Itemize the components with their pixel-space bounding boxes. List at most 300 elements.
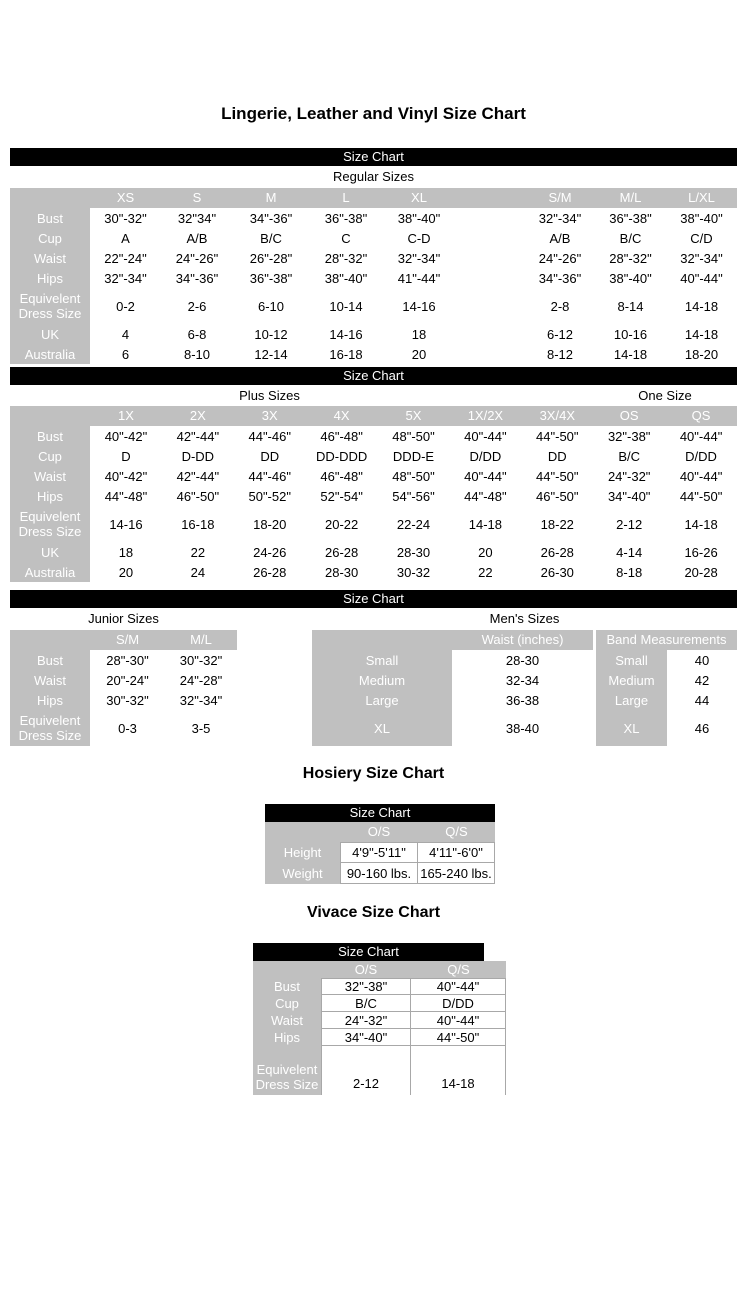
column-header: L bbox=[342, 190, 350, 205]
row-cells bbox=[90, 268, 737, 288]
column-header: Q/S bbox=[447, 962, 470, 977]
size-cell bbox=[455, 288, 525, 324]
size-cell: 20-28 bbox=[684, 564, 718, 580]
size-cell: 14-18 bbox=[613, 346, 648, 362]
row-label: Medium bbox=[596, 670, 667, 690]
row-label: Bust bbox=[10, 426, 90, 446]
column-header: S/M bbox=[548, 190, 572, 205]
hosiery-title: Hosiery Size Chart bbox=[302, 765, 445, 782]
row-label: Waist bbox=[10, 670, 90, 690]
regular-sizes-table bbox=[10, 188, 737, 364]
column-header: O/S bbox=[354, 962, 378, 977]
size-cell: 6 bbox=[121, 346, 130, 362]
regular-sizes-label: Regular Sizes bbox=[333, 169, 414, 184]
size-cell: 34"-36" bbox=[249, 210, 293, 226]
size-cell: 8-10 bbox=[183, 346, 211, 362]
one-size-label: One Size bbox=[638, 388, 692, 403]
row-label: Bust bbox=[10, 650, 90, 670]
size-cell: 3-5 bbox=[191, 720, 211, 736]
column-header: QS bbox=[691, 408, 711, 423]
size-chart-bar bbox=[253, 943, 484, 961]
row-cells bbox=[90, 690, 237, 710]
size-cell: 38"-40" bbox=[397, 210, 441, 226]
size-cell: 40"-42" bbox=[104, 428, 148, 444]
size-cell: B/C bbox=[260, 230, 282, 246]
table-row bbox=[10, 446, 737, 466]
size-cell: 14-18 bbox=[468, 516, 503, 532]
page-title: Lingerie, Leather and Vinyl Size Chart bbox=[221, 104, 526, 123]
size-cell bbox=[455, 208, 525, 228]
junior-mens-tables bbox=[10, 630, 737, 746]
size-cell: 14-16 bbox=[329, 326, 363, 342]
table-row bbox=[10, 324, 737, 344]
size-cell: 6-10 bbox=[257, 298, 285, 314]
bar-label: Size Chart bbox=[343, 368, 404, 383]
header-cells bbox=[90, 406, 737, 426]
size-cell: 10-16 bbox=[613, 326, 648, 342]
size-cell: 44"-48" bbox=[464, 488, 507, 504]
plus-sizes-table bbox=[10, 406, 737, 582]
row-label: Height bbox=[265, 842, 340, 863]
size-cell: 10-14 bbox=[329, 298, 363, 314]
row-cells bbox=[90, 710, 237, 746]
row-label: Cup bbox=[253, 995, 321, 1012]
row-label: Equivelent Dress Size bbox=[253, 1046, 321, 1095]
table-row bbox=[10, 670, 237, 690]
table-row bbox=[596, 690, 737, 710]
size-cell: 20 bbox=[478, 544, 493, 560]
size-cell: 42 bbox=[694, 672, 710, 688]
bar-label: Size Chart bbox=[349, 805, 411, 820]
row-label: Bust bbox=[253, 978, 321, 995]
size-cell: B/C bbox=[619, 230, 642, 246]
size-cell: 16-18 bbox=[181, 516, 215, 532]
size-cell: 0-2 bbox=[116, 298, 135, 314]
size-cell: 40"-42" bbox=[104, 468, 148, 484]
row-label: Waist bbox=[253, 1012, 321, 1029]
header-row bbox=[10, 406, 737, 426]
size-cell: 48"-50" bbox=[392, 428, 435, 444]
size-cell: 26-28 bbox=[324, 544, 359, 560]
size-cell: 44"-50" bbox=[536, 428, 579, 444]
table-row bbox=[10, 650, 237, 670]
size-cell: 10-12 bbox=[254, 326, 288, 342]
row-label: Australia bbox=[10, 344, 90, 364]
size-cell: 32-34 bbox=[505, 672, 540, 688]
row-cells bbox=[90, 650, 237, 670]
size-cell: 34"-36" bbox=[175, 270, 219, 286]
row-label: Small bbox=[596, 650, 667, 670]
size-cell: 44"-50" bbox=[536, 468, 579, 484]
size-cell: 38-40 bbox=[505, 720, 540, 736]
table-row bbox=[10, 690, 237, 710]
size-cell: 28-30 bbox=[396, 544, 431, 560]
spacer bbox=[10, 385, 90, 406]
size-cell: 26-28 bbox=[253, 564, 287, 580]
size-cell bbox=[455, 324, 525, 344]
table-row bbox=[10, 344, 737, 364]
bar-label: Size Chart bbox=[343, 149, 404, 164]
size-cell: 16-26 bbox=[684, 544, 718, 560]
size-cell: 26-30 bbox=[540, 564, 574, 580]
table-row bbox=[10, 506, 737, 542]
band-header: Band Measurements bbox=[596, 630, 737, 650]
header-row bbox=[265, 822, 495, 842]
table-row bbox=[253, 1012, 506, 1029]
table-rows bbox=[253, 978, 506, 1095]
size-cell bbox=[455, 248, 525, 268]
table-rows bbox=[596, 650, 737, 746]
header-spacer bbox=[10, 630, 90, 650]
size-cell: 36"-38" bbox=[609, 210, 652, 226]
column-header: XL bbox=[411, 190, 427, 205]
table-row bbox=[10, 208, 737, 228]
size-cell: D-DD bbox=[181, 448, 215, 464]
header-row bbox=[312, 630, 593, 650]
size-cell: C bbox=[341, 230, 351, 246]
bar-label: Size Chart bbox=[338, 944, 399, 959]
row-cells bbox=[90, 208, 737, 228]
size-cell: 4-14 bbox=[616, 544, 643, 560]
size-cell: 44"-50" bbox=[411, 1029, 506, 1046]
column-header: 5X bbox=[405, 408, 422, 423]
row-label: Hips bbox=[253, 1029, 321, 1046]
row-cells bbox=[90, 426, 737, 446]
size-cell: 44"-46" bbox=[248, 468, 291, 484]
size-cell: 8-18 bbox=[616, 564, 643, 580]
size-cell: 30"-32" bbox=[179, 652, 223, 668]
size-cell: DD-DDD bbox=[315, 448, 368, 464]
row-cells bbox=[90, 228, 737, 248]
size-cell: 40"-44" bbox=[679, 468, 723, 484]
size-cell: 14-18 bbox=[684, 298, 719, 314]
size-cell: 38"-40" bbox=[609, 270, 652, 286]
row-cells bbox=[90, 670, 237, 690]
table-row bbox=[596, 670, 737, 690]
size-cell: 50"-52" bbox=[248, 488, 291, 504]
row-label: Cup bbox=[10, 446, 90, 466]
size-cell: 2-12 bbox=[321, 1046, 411, 1095]
vivace-title: Vivace Size Chart bbox=[306, 904, 441, 921]
table-row bbox=[312, 650, 593, 670]
size-cell: 165-240 lbs. bbox=[418, 863, 495, 884]
table-row bbox=[596, 710, 737, 746]
size-cell: 6-12 bbox=[546, 326, 574, 342]
table-row bbox=[312, 670, 593, 690]
row-label: XL bbox=[312, 710, 452, 746]
size-cell: 4'9"-5'11" bbox=[340, 842, 418, 863]
table-row bbox=[312, 690, 593, 710]
size-cell: 22 bbox=[190, 544, 206, 560]
size-cell: 46"-50" bbox=[536, 488, 579, 504]
size-chart-bar bbox=[10, 148, 737, 166]
size-cell: 28-30 bbox=[324, 564, 359, 580]
row-cells bbox=[321, 1012, 506, 1029]
row-label: Bust bbox=[10, 208, 90, 228]
table-row bbox=[596, 650, 737, 670]
size-cell: D/DD bbox=[685, 448, 717, 464]
table-row bbox=[10, 466, 737, 486]
size-cell: 4'11"-6'0" bbox=[418, 842, 495, 863]
column-header: O/S bbox=[367, 824, 391, 839]
size-cell: DDD-E bbox=[392, 448, 435, 464]
spacer bbox=[449, 385, 593, 406]
column-header: 3X/4X bbox=[539, 408, 575, 423]
size-cell: 6-8 bbox=[187, 326, 207, 342]
table-row bbox=[265, 863, 495, 884]
size-cell: 26"-28" bbox=[249, 250, 293, 266]
column-header: S bbox=[192, 190, 202, 205]
row-cells bbox=[90, 446, 737, 466]
size-cell: 28"-32" bbox=[324, 250, 368, 266]
column-header: 1X bbox=[117, 408, 134, 423]
header-cells bbox=[90, 630, 237, 650]
table-row bbox=[10, 228, 737, 248]
header-row bbox=[10, 188, 737, 208]
size-cell: 18-20 bbox=[253, 516, 287, 532]
size-cell: 42"-44" bbox=[176, 468, 220, 484]
column-header: Q/S bbox=[445, 824, 468, 839]
column-header bbox=[455, 188, 525, 208]
column-header: M/L bbox=[190, 632, 212, 647]
size-cell: 24"-28" bbox=[179, 672, 223, 688]
size-cell: 40"-44" bbox=[411, 978, 506, 995]
row-cells bbox=[90, 344, 737, 364]
size-cell: 14-18 bbox=[684, 326, 719, 342]
header-row bbox=[253, 961, 506, 978]
size-cell: 32"34" bbox=[177, 210, 217, 226]
row-label: Waist bbox=[10, 466, 90, 486]
table-row bbox=[10, 288, 737, 324]
size-cell: 46"-48" bbox=[320, 428, 363, 444]
header-spacer bbox=[265, 822, 340, 842]
size-cell: 18-22 bbox=[540, 516, 574, 532]
size-cell: 18 bbox=[118, 544, 134, 560]
size-cell: DD bbox=[547, 448, 567, 464]
size-cell: 24"-32" bbox=[321, 1012, 411, 1029]
size-cell: C/D bbox=[690, 230, 713, 246]
size-cell: 36"-38" bbox=[324, 210, 368, 226]
column-header: 1X/2X bbox=[467, 408, 504, 423]
size-cell: 46"-50" bbox=[176, 488, 220, 504]
column-header: S/M bbox=[115, 632, 140, 647]
size-cell: A bbox=[121, 230, 130, 246]
size-cell: 24"-32" bbox=[607, 468, 651, 484]
size-cell: 26-28 bbox=[540, 544, 574, 560]
header-row bbox=[10, 630, 237, 650]
size-cell: 24 bbox=[190, 564, 206, 580]
row-label: UK bbox=[10, 542, 90, 562]
size-cell: 32"-34" bbox=[179, 692, 223, 708]
table-row bbox=[253, 1046, 506, 1095]
row-cells bbox=[321, 1046, 506, 1095]
size-cell: 24"-26" bbox=[538, 250, 582, 266]
size-cell: 24"-26" bbox=[175, 250, 219, 266]
size-cell: 30"-32" bbox=[106, 692, 149, 708]
row-cells bbox=[90, 506, 737, 542]
size-chart-bar bbox=[265, 804, 495, 822]
size-cell: 22 bbox=[478, 564, 493, 580]
row-cells bbox=[321, 978, 506, 995]
mens-sizes-label: Men's Sizes bbox=[489, 611, 560, 626]
size-cell: 20 bbox=[411, 346, 427, 362]
size-chart-bar bbox=[10, 367, 737, 385]
row-label: Small bbox=[312, 650, 452, 670]
bar-label: Size Chart bbox=[343, 591, 404, 606]
mens-band-table bbox=[596, 630, 737, 746]
size-cell: 32"-38" bbox=[607, 428, 651, 444]
size-cell: 44"-46" bbox=[248, 428, 291, 444]
size-cell: B/C bbox=[618, 448, 641, 464]
junior-sizes-label: Junior Sizes bbox=[88, 611, 159, 626]
size-cell: 40"-44" bbox=[464, 428, 507, 444]
row-cells bbox=[90, 324, 737, 344]
column-header: 3X bbox=[261, 408, 278, 423]
size-cell: 54"-56" bbox=[392, 488, 435, 504]
spacer bbox=[237, 608, 312, 630]
table-row bbox=[10, 562, 737, 582]
row-cells bbox=[321, 995, 506, 1012]
row-label: Weight bbox=[265, 863, 340, 884]
table-rows bbox=[10, 426, 737, 582]
size-cell: 36-38 bbox=[505, 692, 540, 708]
size-cell: 22-24 bbox=[396, 516, 431, 532]
row-label: Equivelent Dress Size bbox=[10, 288, 90, 324]
column-header: 2X bbox=[189, 408, 206, 423]
size-cell: D/DD bbox=[411, 995, 506, 1012]
size-cell: 52"-54" bbox=[320, 488, 363, 504]
row-cells bbox=[321, 1029, 506, 1046]
size-cell: C-D bbox=[407, 230, 431, 246]
size-chart-page bbox=[0, 103, 747, 1303]
size-cell: 18 bbox=[411, 326, 427, 342]
hosiery-table bbox=[265, 804, 495, 884]
size-cell: 8-12 bbox=[546, 346, 574, 362]
size-cell: 40"-44" bbox=[464, 468, 507, 484]
size-cell: D bbox=[121, 448, 131, 464]
table-row bbox=[253, 1029, 506, 1046]
waist-header: Waist (inches) bbox=[481, 632, 564, 647]
size-cell: 32"-34" bbox=[538, 210, 582, 226]
size-cell: 32"-34" bbox=[397, 250, 441, 266]
table-rows bbox=[10, 650, 237, 746]
row-cells bbox=[340, 863, 495, 884]
size-cell: 40 bbox=[694, 652, 710, 668]
size-cell: 90-160 lbs. bbox=[340, 863, 418, 884]
size-cell: 2-12 bbox=[616, 516, 643, 532]
size-cell: 14-16 bbox=[402, 298, 436, 314]
table-row bbox=[10, 426, 737, 446]
column-header: M/L bbox=[619, 190, 642, 205]
size-cell: 16-18 bbox=[329, 346, 363, 362]
row-label: UK bbox=[10, 324, 90, 344]
size-cell: 20-22 bbox=[324, 516, 359, 532]
size-cell: 34"-40" bbox=[607, 488, 651, 504]
junior-mens-labels bbox=[10, 608, 737, 630]
row-label: Waist bbox=[10, 248, 90, 268]
header-spacer bbox=[253, 961, 321, 978]
table-row bbox=[10, 710, 237, 746]
size-cell: 34"-40" bbox=[321, 1029, 411, 1046]
size-cell: 36"-38" bbox=[249, 270, 293, 286]
size-cell: 32"-34" bbox=[104, 270, 147, 286]
table-row bbox=[265, 842, 495, 863]
column-header: 4X bbox=[333, 408, 350, 423]
size-cell: 38"-40" bbox=[324, 270, 368, 286]
size-cell: 41"-44" bbox=[397, 270, 441, 286]
size-cell: 20 bbox=[118, 564, 134, 580]
plus-section-labels bbox=[10, 385, 737, 406]
size-chart-bar bbox=[10, 590, 737, 608]
junior-sizes-table bbox=[10, 630, 237, 746]
size-cell: 22"-24" bbox=[104, 250, 147, 266]
column-header: M bbox=[265, 190, 277, 205]
content-wrap bbox=[10, 103, 737, 1095]
row-label: Equivelent Dress Size bbox=[10, 710, 90, 746]
table-row bbox=[10, 542, 737, 562]
table-row bbox=[10, 248, 737, 268]
header-cells bbox=[321, 961, 506, 978]
row-label: Australia bbox=[10, 562, 90, 582]
size-cell: 44"-48" bbox=[104, 488, 148, 504]
vivace-table bbox=[253, 943, 506, 1095]
size-cell: 20"-24" bbox=[106, 672, 149, 688]
table-row bbox=[10, 268, 737, 288]
row-cells bbox=[340, 842, 495, 863]
size-cell bbox=[455, 344, 525, 364]
size-cell: A/B bbox=[186, 230, 208, 246]
size-cell: 12-14 bbox=[254, 346, 288, 362]
size-cell: 40"-44" bbox=[680, 270, 723, 286]
size-cell: 14-18 bbox=[684, 516, 718, 532]
size-cell: 4 bbox=[121, 326, 130, 342]
size-cell: 14-18 bbox=[411, 1046, 506, 1095]
row-label: Equivelent Dress Size bbox=[10, 506, 90, 542]
header-spacer bbox=[10, 188, 90, 208]
row-label: Hips bbox=[10, 690, 90, 710]
size-cell: 42"-44" bbox=[176, 428, 220, 444]
size-cell: 28-30 bbox=[505, 652, 540, 668]
column-header: OS bbox=[619, 408, 639, 423]
size-cell: 46"-48" bbox=[320, 468, 363, 484]
mens-waist-table bbox=[312, 630, 593, 746]
header-cells bbox=[340, 822, 495, 842]
table-row bbox=[253, 995, 506, 1012]
size-cell bbox=[455, 268, 525, 288]
size-cell: A/B bbox=[549, 230, 571, 246]
row-label: Large bbox=[312, 690, 452, 710]
header-cells bbox=[90, 188, 737, 208]
size-cell: 0-3 bbox=[118, 720, 137, 736]
size-cell: 44"-50" bbox=[679, 488, 723, 504]
size-cell: 28"-32" bbox=[609, 250, 652, 266]
size-cell: 2-6 bbox=[187, 298, 207, 314]
size-cell: 32"-38" bbox=[321, 978, 411, 995]
size-cell bbox=[455, 228, 525, 248]
column-header: L/XL bbox=[688, 190, 715, 205]
size-cell: 40"-44" bbox=[679, 428, 723, 444]
size-cell: 46 bbox=[694, 720, 710, 736]
column-header: XS bbox=[116, 190, 135, 205]
size-cell: 40"-44" bbox=[411, 1012, 506, 1029]
size-cell: 8-14 bbox=[617, 298, 644, 314]
size-cell: 28"-30" bbox=[106, 652, 149, 668]
header-spacer bbox=[312, 630, 452, 650]
row-cells bbox=[90, 288, 737, 324]
table-row bbox=[10, 486, 737, 506]
size-cell: 18-20 bbox=[684, 346, 719, 362]
row-label: Hips bbox=[10, 486, 90, 506]
